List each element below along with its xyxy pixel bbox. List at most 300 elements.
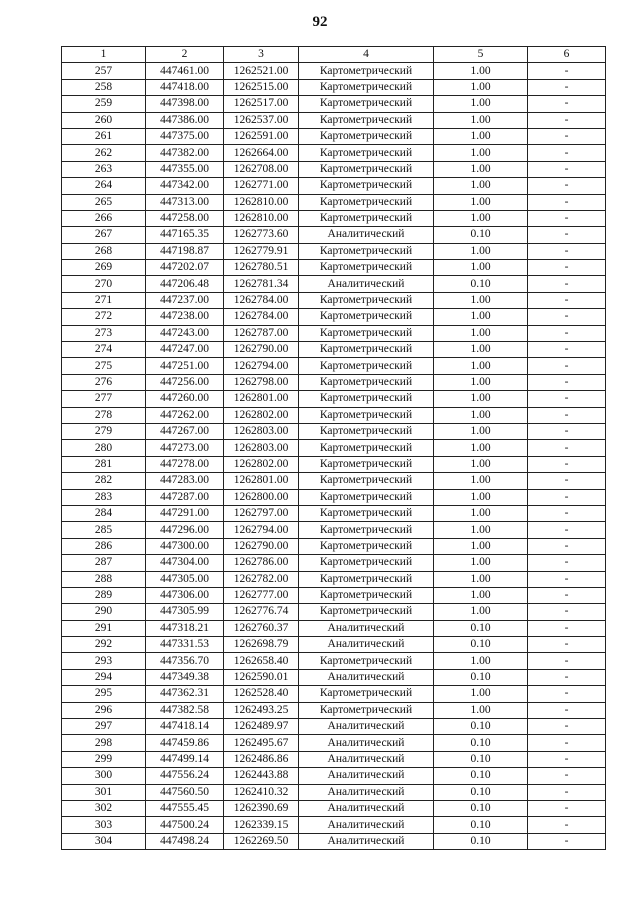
cell-accuracy: 1.00 [434, 391, 528, 407]
cell-point-number: 260 [62, 112, 146, 128]
cell-coordinate-y: 1262486.86 [224, 751, 299, 767]
cell-method: Аналитический [299, 751, 434, 767]
cell-note: - [528, 456, 606, 472]
cell-coordinate-x: 447386.00 [146, 112, 224, 128]
cell-point-number: 288 [62, 571, 146, 587]
cell-method: Аналитический [299, 817, 434, 833]
cell-point-number: 273 [62, 325, 146, 341]
cell-accuracy: 1.00 [434, 358, 528, 374]
cell-accuracy: 0.10 [434, 719, 528, 735]
cell-method: Картометрический [299, 653, 434, 669]
cell-coordinate-x: 447243.00 [146, 325, 224, 341]
cell-coordinate-y: 1262800.00 [224, 489, 299, 505]
table-row [62, 260, 606, 276]
cell-coordinate-y: 1262760.37 [224, 620, 299, 636]
cell-point-number: 272 [62, 309, 146, 325]
cell-coordinate-x: 447306.00 [146, 587, 224, 603]
cell-accuracy: 1.00 [434, 456, 528, 472]
cell-coordinate-x: 447283.00 [146, 473, 224, 489]
cell-point-number: 259 [62, 96, 146, 112]
cell-accuracy: 1.00 [434, 309, 528, 325]
table-row [62, 63, 606, 79]
cell-accuracy: 1.00 [434, 325, 528, 341]
cell-method: Картометрический [299, 210, 434, 226]
cell-note: - [528, 260, 606, 276]
cell-method: Аналитический [299, 768, 434, 784]
table-row [62, 342, 606, 358]
cell-coordinate-y: 1262528.40 [224, 686, 299, 702]
cell-coordinate-y: 1262794.00 [224, 522, 299, 538]
cell-accuracy: 1.00 [434, 112, 528, 128]
table-body [62, 63, 606, 850]
cell-point-number: 258 [62, 79, 146, 95]
cell-method: Картометрический [299, 604, 434, 620]
cell-accuracy: 1.00 [434, 194, 528, 210]
cell-point-number: 304 [62, 833, 146, 849]
cell-accuracy: 1.00 [434, 128, 528, 144]
cell-coordinate-y: 1262810.00 [224, 194, 299, 210]
cell-method: Картометрический [299, 342, 434, 358]
cell-point-number: 269 [62, 260, 146, 276]
cell-coordinate-y: 1262781.34 [224, 276, 299, 292]
cell-accuracy: 1.00 [434, 440, 528, 456]
cell-method: Картометрический [299, 440, 434, 456]
cell-note: - [528, 276, 606, 292]
cell-accuracy: 1.00 [434, 178, 528, 194]
cell-point-number: 302 [62, 800, 146, 816]
column-header: 6 [528, 47, 606, 63]
cell-point-number: 271 [62, 292, 146, 308]
cell-method: Картометрический [299, 473, 434, 489]
cell-accuracy: 0.10 [434, 620, 528, 636]
table-row [62, 686, 606, 702]
cell-coordinate-x: 447247.00 [146, 342, 224, 358]
cell-point-number: 303 [62, 817, 146, 833]
cell-coordinate-x: 447287.00 [146, 489, 224, 505]
cell-coordinate-y: 1262390.69 [224, 800, 299, 816]
cell-point-number: 267 [62, 227, 146, 243]
cell-method: Аналитический [299, 719, 434, 735]
cell-coordinate-x: 447198.87 [146, 243, 224, 259]
table-row [62, 210, 606, 226]
cell-coordinate-y: 1262784.00 [224, 292, 299, 308]
cell-coordinate-y: 1262771.00 [224, 178, 299, 194]
cell-point-number: 257 [62, 63, 146, 79]
cell-coordinate-x: 447342.00 [146, 178, 224, 194]
cell-point-number: 281 [62, 456, 146, 472]
cell-accuracy: 1.00 [434, 243, 528, 259]
cell-coordinate-y: 1262784.00 [224, 309, 299, 325]
cell-method: Картометрический [299, 292, 434, 308]
table-row [62, 702, 606, 718]
table-row [62, 751, 606, 767]
cell-note: - [528, 702, 606, 718]
cell-accuracy: 1.00 [434, 653, 528, 669]
cell-note: - [528, 243, 606, 259]
cell-coordinate-x: 447461.00 [146, 63, 224, 79]
cell-coordinate-y: 1262493.25 [224, 702, 299, 718]
cell-accuracy: 1.00 [434, 161, 528, 177]
cell-accuracy: 0.10 [434, 784, 528, 800]
cell-accuracy: 1.00 [434, 374, 528, 390]
cell-coordinate-x: 447237.00 [146, 292, 224, 308]
cell-method: Картометрический [299, 161, 434, 177]
cell-coordinate-y: 1262410.32 [224, 784, 299, 800]
table-row [62, 473, 606, 489]
cell-coordinate-x: 447382.58 [146, 702, 224, 718]
table-row [62, 96, 606, 112]
table-row [62, 571, 606, 587]
cell-method: Картометрический [299, 702, 434, 718]
cell-coordinate-y: 1262801.00 [224, 391, 299, 407]
cell-note: - [528, 79, 606, 95]
cell-point-number: 287 [62, 555, 146, 571]
table-row [62, 604, 606, 620]
cell-point-number: 295 [62, 686, 146, 702]
cell-coordinate-y: 1262495.67 [224, 735, 299, 751]
cell-accuracy: 0.10 [434, 637, 528, 653]
cell-accuracy: 0.10 [434, 735, 528, 751]
cell-note: - [528, 604, 606, 620]
cell-note: - [528, 407, 606, 423]
cell-coordinate-x: 447273.00 [146, 440, 224, 456]
cell-coordinate-y: 1262782.00 [224, 571, 299, 587]
cell-note: - [528, 292, 606, 308]
cell-method: Аналитический [299, 620, 434, 636]
cell-note: - [528, 178, 606, 194]
cell-coordinate-y: 1262664.00 [224, 145, 299, 161]
cell-point-number: 262 [62, 145, 146, 161]
cell-accuracy: 1.00 [434, 145, 528, 161]
cell-point-number: 266 [62, 210, 146, 226]
cell-accuracy: 0.10 [434, 669, 528, 685]
table-row [62, 292, 606, 308]
cell-note: - [528, 522, 606, 538]
cell-point-number: 268 [62, 243, 146, 259]
table-row [62, 407, 606, 423]
cell-note: - [528, 309, 606, 325]
cell-coordinate-y: 1262790.00 [224, 538, 299, 554]
cell-method: Картометрический [299, 260, 434, 276]
cell-method: Аналитический [299, 735, 434, 751]
cell-coordinate-y: 1262776.74 [224, 604, 299, 620]
cell-coordinate-y: 1262802.00 [224, 407, 299, 423]
cell-point-number: 284 [62, 505, 146, 521]
table-row [62, 79, 606, 95]
cell-coordinate-x: 447238.00 [146, 309, 224, 325]
cell-note: - [528, 833, 606, 849]
cell-method: Картометрический [299, 555, 434, 571]
cell-note: - [528, 210, 606, 226]
cell-note: - [528, 112, 606, 128]
cell-method: Картометрический [299, 505, 434, 521]
cell-note: - [528, 653, 606, 669]
cell-note: - [528, 620, 606, 636]
cell-coordinate-x: 447305.00 [146, 571, 224, 587]
cell-coordinate-x: 447313.00 [146, 194, 224, 210]
cell-point-number: 263 [62, 161, 146, 177]
cell-coordinate-y: 1262790.00 [224, 342, 299, 358]
cell-accuracy: 1.00 [434, 686, 528, 702]
cell-accuracy: 0.10 [434, 276, 528, 292]
cell-coordinate-y: 1262708.00 [224, 161, 299, 177]
cell-method: Картометрический [299, 309, 434, 325]
cell-coordinate-x: 447258.00 [146, 210, 224, 226]
cell-point-number: 293 [62, 653, 146, 669]
cell-point-number: 291 [62, 620, 146, 636]
cell-coordinate-y: 1262658.40 [224, 653, 299, 669]
cell-method: Картометрический [299, 178, 434, 194]
cell-accuracy: 1.00 [434, 587, 528, 603]
cell-accuracy: 1.00 [434, 473, 528, 489]
cell-coordinate-y: 1262787.00 [224, 325, 299, 341]
table-row [62, 309, 606, 325]
cell-note: - [528, 735, 606, 751]
cell-point-number: 299 [62, 751, 146, 767]
cell-method: Картометрический [299, 243, 434, 259]
cell-accuracy: 1.00 [434, 571, 528, 587]
cell-note: - [528, 391, 606, 407]
cell-accuracy: 0.10 [434, 751, 528, 767]
cell-method: Аналитический [299, 784, 434, 800]
cell-coordinate-y: 1262269.50 [224, 833, 299, 849]
cell-method: Картометрический [299, 489, 434, 505]
cell-note: - [528, 719, 606, 735]
cell-note: - [528, 128, 606, 144]
cell-accuracy: 1.00 [434, 604, 528, 620]
cell-coordinate-y: 1262797.00 [224, 505, 299, 521]
cell-method: Картометрический [299, 128, 434, 144]
cell-coordinate-x: 447251.00 [146, 358, 224, 374]
column-header: 3 [224, 47, 299, 63]
cell-note: - [528, 571, 606, 587]
cell-note: - [528, 473, 606, 489]
cell-point-number: 298 [62, 735, 146, 751]
cell-accuracy: 0.10 [434, 227, 528, 243]
cell-coordinate-x: 447260.00 [146, 391, 224, 407]
cell-method: Картометрический [299, 63, 434, 79]
column-header: 4 [299, 47, 434, 63]
cell-coordinate-x: 447418.14 [146, 719, 224, 735]
cell-coordinate-x: 447300.00 [146, 538, 224, 554]
cell-note: - [528, 63, 606, 79]
cell-coordinate-x: 447291.00 [146, 505, 224, 521]
table-row [62, 555, 606, 571]
cell-coordinate-y: 1262339.15 [224, 817, 299, 833]
cell-coordinate-x: 447202.07 [146, 260, 224, 276]
table-row [62, 653, 606, 669]
table-row [62, 817, 606, 833]
cell-accuracy: 0.10 [434, 768, 528, 784]
cell-coordinate-x: 447555.45 [146, 800, 224, 816]
cell-accuracy: 1.00 [434, 407, 528, 423]
cell-method: Картометрический [299, 538, 434, 554]
cell-accuracy: 1.00 [434, 96, 528, 112]
cell-accuracy: 0.10 [434, 817, 528, 833]
cell-coordinate-x: 447267.00 [146, 423, 224, 439]
cell-note: - [528, 538, 606, 554]
cell-coordinate-y: 1262810.00 [224, 210, 299, 226]
cell-point-number: 285 [62, 522, 146, 538]
cell-point-number: 301 [62, 784, 146, 800]
cell-point-number: 292 [62, 637, 146, 653]
cell-point-number: 289 [62, 587, 146, 603]
cell-point-number: 274 [62, 342, 146, 358]
cell-coordinate-x: 447296.00 [146, 522, 224, 538]
cell-method: Картометрический [299, 145, 434, 161]
cell-point-number: 264 [62, 178, 146, 194]
cell-note: - [528, 342, 606, 358]
cell-method: Картометрический [299, 358, 434, 374]
table-row [62, 423, 606, 439]
cell-coordinate-y: 1262803.00 [224, 423, 299, 439]
cell-coordinate-y: 1262698.79 [224, 637, 299, 653]
table-row [62, 669, 606, 685]
cell-coordinate-y: 1262780.51 [224, 260, 299, 276]
table-row [62, 800, 606, 816]
cell-coordinate-y: 1262515.00 [224, 79, 299, 95]
table-row [62, 735, 606, 751]
table-row [62, 620, 606, 636]
cell-point-number: 265 [62, 194, 146, 210]
cell-coordinate-x: 447278.00 [146, 456, 224, 472]
cell-coordinate-x: 447349.38 [146, 669, 224, 685]
cell-note: - [528, 637, 606, 653]
cell-coordinate-x: 447256.00 [146, 374, 224, 390]
table-row [62, 768, 606, 784]
cell-coordinate-y: 1262786.00 [224, 555, 299, 571]
cell-method: Картометрический [299, 587, 434, 603]
cell-method: Картометрический [299, 522, 434, 538]
cell-note: - [528, 555, 606, 571]
cell-method: Картометрический [299, 112, 434, 128]
table-row [62, 456, 606, 472]
table-row [62, 374, 606, 390]
cell-coordinate-x: 447382.00 [146, 145, 224, 161]
cell-note: - [528, 96, 606, 112]
table-row [62, 243, 606, 259]
cell-note: - [528, 325, 606, 341]
cell-accuracy: 1.00 [434, 292, 528, 308]
cell-coordinate-y: 1262443.88 [224, 768, 299, 784]
cell-point-number: 279 [62, 423, 146, 439]
cell-point-number: 275 [62, 358, 146, 374]
cell-method: Картометрический [299, 456, 434, 472]
cell-method: Картометрический [299, 407, 434, 423]
cell-note: - [528, 194, 606, 210]
cell-note: - [528, 145, 606, 161]
cell-coordinate-x: 447262.00 [146, 407, 224, 423]
cell-coordinate-y: 1262521.00 [224, 63, 299, 79]
cell-method: Картометрический [299, 686, 434, 702]
cell-coordinate-x: 447556.24 [146, 768, 224, 784]
cell-coordinate-y: 1262517.00 [224, 96, 299, 112]
cell-accuracy: 1.00 [434, 489, 528, 505]
column-header: 2 [146, 47, 224, 63]
cell-note: - [528, 768, 606, 784]
cell-point-number: 300 [62, 768, 146, 784]
cell-coordinate-x: 447318.21 [146, 620, 224, 636]
cell-note: - [528, 587, 606, 603]
cell-accuracy: 1.00 [434, 702, 528, 718]
table-row [62, 833, 606, 849]
cell-accuracy: 1.00 [434, 423, 528, 439]
cell-coordinate-y: 1262489.97 [224, 719, 299, 735]
cell-coordinate-x: 447499.14 [146, 751, 224, 767]
cell-note: - [528, 751, 606, 767]
table-row [62, 178, 606, 194]
cell-method: Картометрический [299, 325, 434, 341]
cell-accuracy: 1.00 [434, 210, 528, 226]
cell-point-number: 286 [62, 538, 146, 554]
cell-point-number: 276 [62, 374, 146, 390]
cell-coordinate-y: 1262794.00 [224, 358, 299, 374]
table-row [62, 112, 606, 128]
cell-method: Картометрический [299, 571, 434, 587]
cell-note: - [528, 161, 606, 177]
cell-coordinate-x: 447500.24 [146, 817, 224, 833]
cell-method: Картометрический [299, 79, 434, 95]
table-row [62, 522, 606, 538]
cell-accuracy: 0.10 [434, 833, 528, 849]
cell-note: - [528, 784, 606, 800]
cell-coordinate-y: 1262801.00 [224, 473, 299, 489]
cell-method: Картометрический [299, 391, 434, 407]
table-header-row [62, 47, 606, 63]
table-row [62, 784, 606, 800]
cell-coordinate-x: 447206.48 [146, 276, 224, 292]
cell-note: - [528, 817, 606, 833]
cell-point-number: 261 [62, 128, 146, 144]
column-header: 5 [434, 47, 528, 63]
cell-accuracy: 1.00 [434, 522, 528, 538]
table-row [62, 587, 606, 603]
cell-note: - [528, 374, 606, 390]
cell-accuracy: 0.10 [434, 800, 528, 816]
cell-accuracy: 1.00 [434, 555, 528, 571]
cell-point-number: 278 [62, 407, 146, 423]
cell-point-number: 270 [62, 276, 146, 292]
cell-note: - [528, 423, 606, 439]
cell-note: - [528, 800, 606, 816]
cell-note: - [528, 440, 606, 456]
cell-coordinate-y: 1262773.60 [224, 227, 299, 243]
cell-coordinate-x: 447459.86 [146, 735, 224, 751]
cell-method: Картометрический [299, 96, 434, 112]
table-row [62, 538, 606, 554]
cell-accuracy: 1.00 [434, 79, 528, 95]
table-row [62, 325, 606, 341]
table-row [62, 391, 606, 407]
cell-note: - [528, 669, 606, 685]
cell-method: Аналитический [299, 227, 434, 243]
table-row [62, 161, 606, 177]
cell-coordinate-y: 1262803.00 [224, 440, 299, 456]
cell-method: Аналитический [299, 276, 434, 292]
cell-method: Картометрический [299, 423, 434, 439]
table-row [62, 505, 606, 521]
cell-note: - [528, 505, 606, 521]
table-row [62, 637, 606, 653]
table-row [62, 719, 606, 735]
cell-accuracy: 1.00 [434, 505, 528, 521]
table-row [62, 128, 606, 144]
cell-note: - [528, 686, 606, 702]
cell-note: - [528, 489, 606, 505]
cell-coordinate-x: 447398.00 [146, 96, 224, 112]
cell-coordinate-y: 1262591.00 [224, 128, 299, 144]
cell-coordinate-y: 1262537.00 [224, 112, 299, 128]
